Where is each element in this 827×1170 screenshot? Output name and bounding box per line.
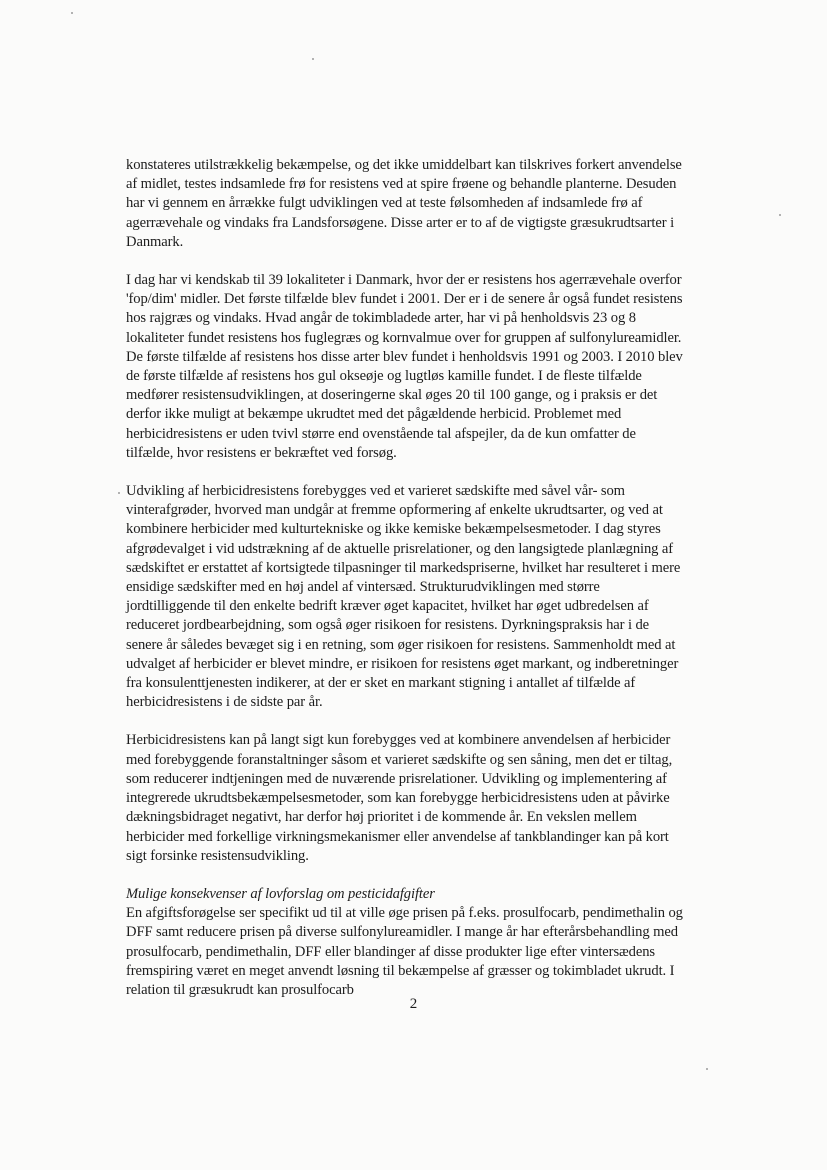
paragraph-prevention: Udvikling af herbicidresistens forebygges ved et varieret sædskifte med såvel vår- som vinterafgrøder, hvorved man undgår at fremme opformering af enkelte ukrudtsarter, og ved at kombinere herbicider med kulturtekniske og ikke kemiske bekæmpelsesmetoder. I dag styres afgrødevalget i vid udstrækning af de aktuelle prisrelationer, og den langsigtede planlægning af sædskiftet er erstattet af kortsigtede tilpasninger til markedspriserne, hvilket har resulteret i mere ensidige sædskifter med en høj andel af vintersæd. Strukturudviklingen med større jordtilliggende til den enkelte bedrift kræver øget kapacitet, hvilket har øget udbredelsen af reduceret jordbearbejdning, som også øger risikoen for resistens. Dyrkningspraksis har i de senere år således bevæget sig i en retning, som øger risikoen for resistens. Sammenholdt med at udvalget af herbicider er blevet mindre, er risikoen for resistens øget markant, og indberetninger fra konsulenttjenesten indikerer, at der er sket en markant stigning i antallet af tilfælde af herbicidresistens i de sidste par år.	[126, 483, 681, 711]
paragraph-resistance-cases: I dag har vi kendskab til 39 lokaliteter i Danmark, hvor der er resistens hos agerrævehale overfor 'fop/dim' midler. Det første tilfælde blev fundet i 2001. Der er i de senere år også fundet resistens hos rajgræs og vindaks. Hvad angår de tokimbladede arter, har vi på henholdsvis 23 og 8 lokaliteter fundet resistens hos fuglegræs og kornvalmue over for gruppen af sulfonylureamidler. De første tilfælde af resistens hos disse arter blev fundet i henholdsvis 1991 og 2003. I 2010 blev de første tilfælde af resistens hos gul okseøje og lugtløs kamille fundet. I de fleste tilfælde medfører resistensudviklingen, at doseringerne skal øges 20 til 100 gange, og i praksis er det derfor ikke muligt at bekæmpe ukrudtet med det pågældende herbicid. Problemet med herbicidresistens er uden tvivl større end ovenstående tal afspejler, da de kun omfatter de tilfælde, hvor resistens er bekræftet ved forsøg.	[126, 272, 683, 461]
scan-speck	[779, 214, 781, 216]
paragraph-resistance-testing: konstateres utilstrækkelig bekæmpelse, og det ikke umiddelbart kan tilskrives forkert anvendelse af midlet, testes indsamlede frø for resistens ved at spire frøene og behandle planterne. Desuden har vi gennem en årrække fulgt udviklingen ved at teste følsomheden af indsamlede frø af agerrævehale og vindaks fra Landsforsøgene. Disse arter er to af de vigtigste græsukrudtsarter i Danmark.	[126, 157, 682, 250]
scan-speck	[312, 58, 314, 60]
section-heading: Mulige konsekvenser af lovforslag om pesticidafgifter	[126, 885, 435, 902]
paragraph-tax-consequences: En afgiftsforøgelse ser specifikt ud til at ville øge prisen på f.eks. prosulfocarb, pendimethalin og DFF samt reducere prisen på diverse sulfonylureamidler. I mange år har efterårsbehandling med prosulfocarb, pendimethalin, DFF eller blandinger af disse produkter lige efter vintersædens fremspiring været en meget anvendt løsning til bekæmpelse af græsser og tokimbladet ukrudt. I relation til græsukrudt kan prosulfocarb	[126, 905, 683, 998]
scan-speck	[71, 12, 73, 14]
scan-speck	[118, 492, 120, 494]
body-text	[126, 156, 686, 1000]
paragraph-long-term-prevention: Herbicidresistens kan på langt sigt kun forebygges ved at kombinere anvendelsen af herbicider med forebyggende foranstaltninger såsom et varieret sædskifte og sen såning, men det er tiltag, som reducerer indtjeningen med de nuværende prisrelationer. Udvikling og implementering af integrerede ukrudtsbekæmpelsesmetoder, som kan forebygge herbicidresistens uden at påvirke dækningsbidraget negativt, har derfor høj prioritet i de kommende år. En vekslen mellem herbicider med forkellige virkningsmekanismer eller anvendelse af tankblandinger kan på kort sigt forsinke resistensudvikling.	[126, 732, 673, 864]
scan-speck	[706, 1068, 708, 1070]
page-number: 2	[409, 996, 418, 1012]
